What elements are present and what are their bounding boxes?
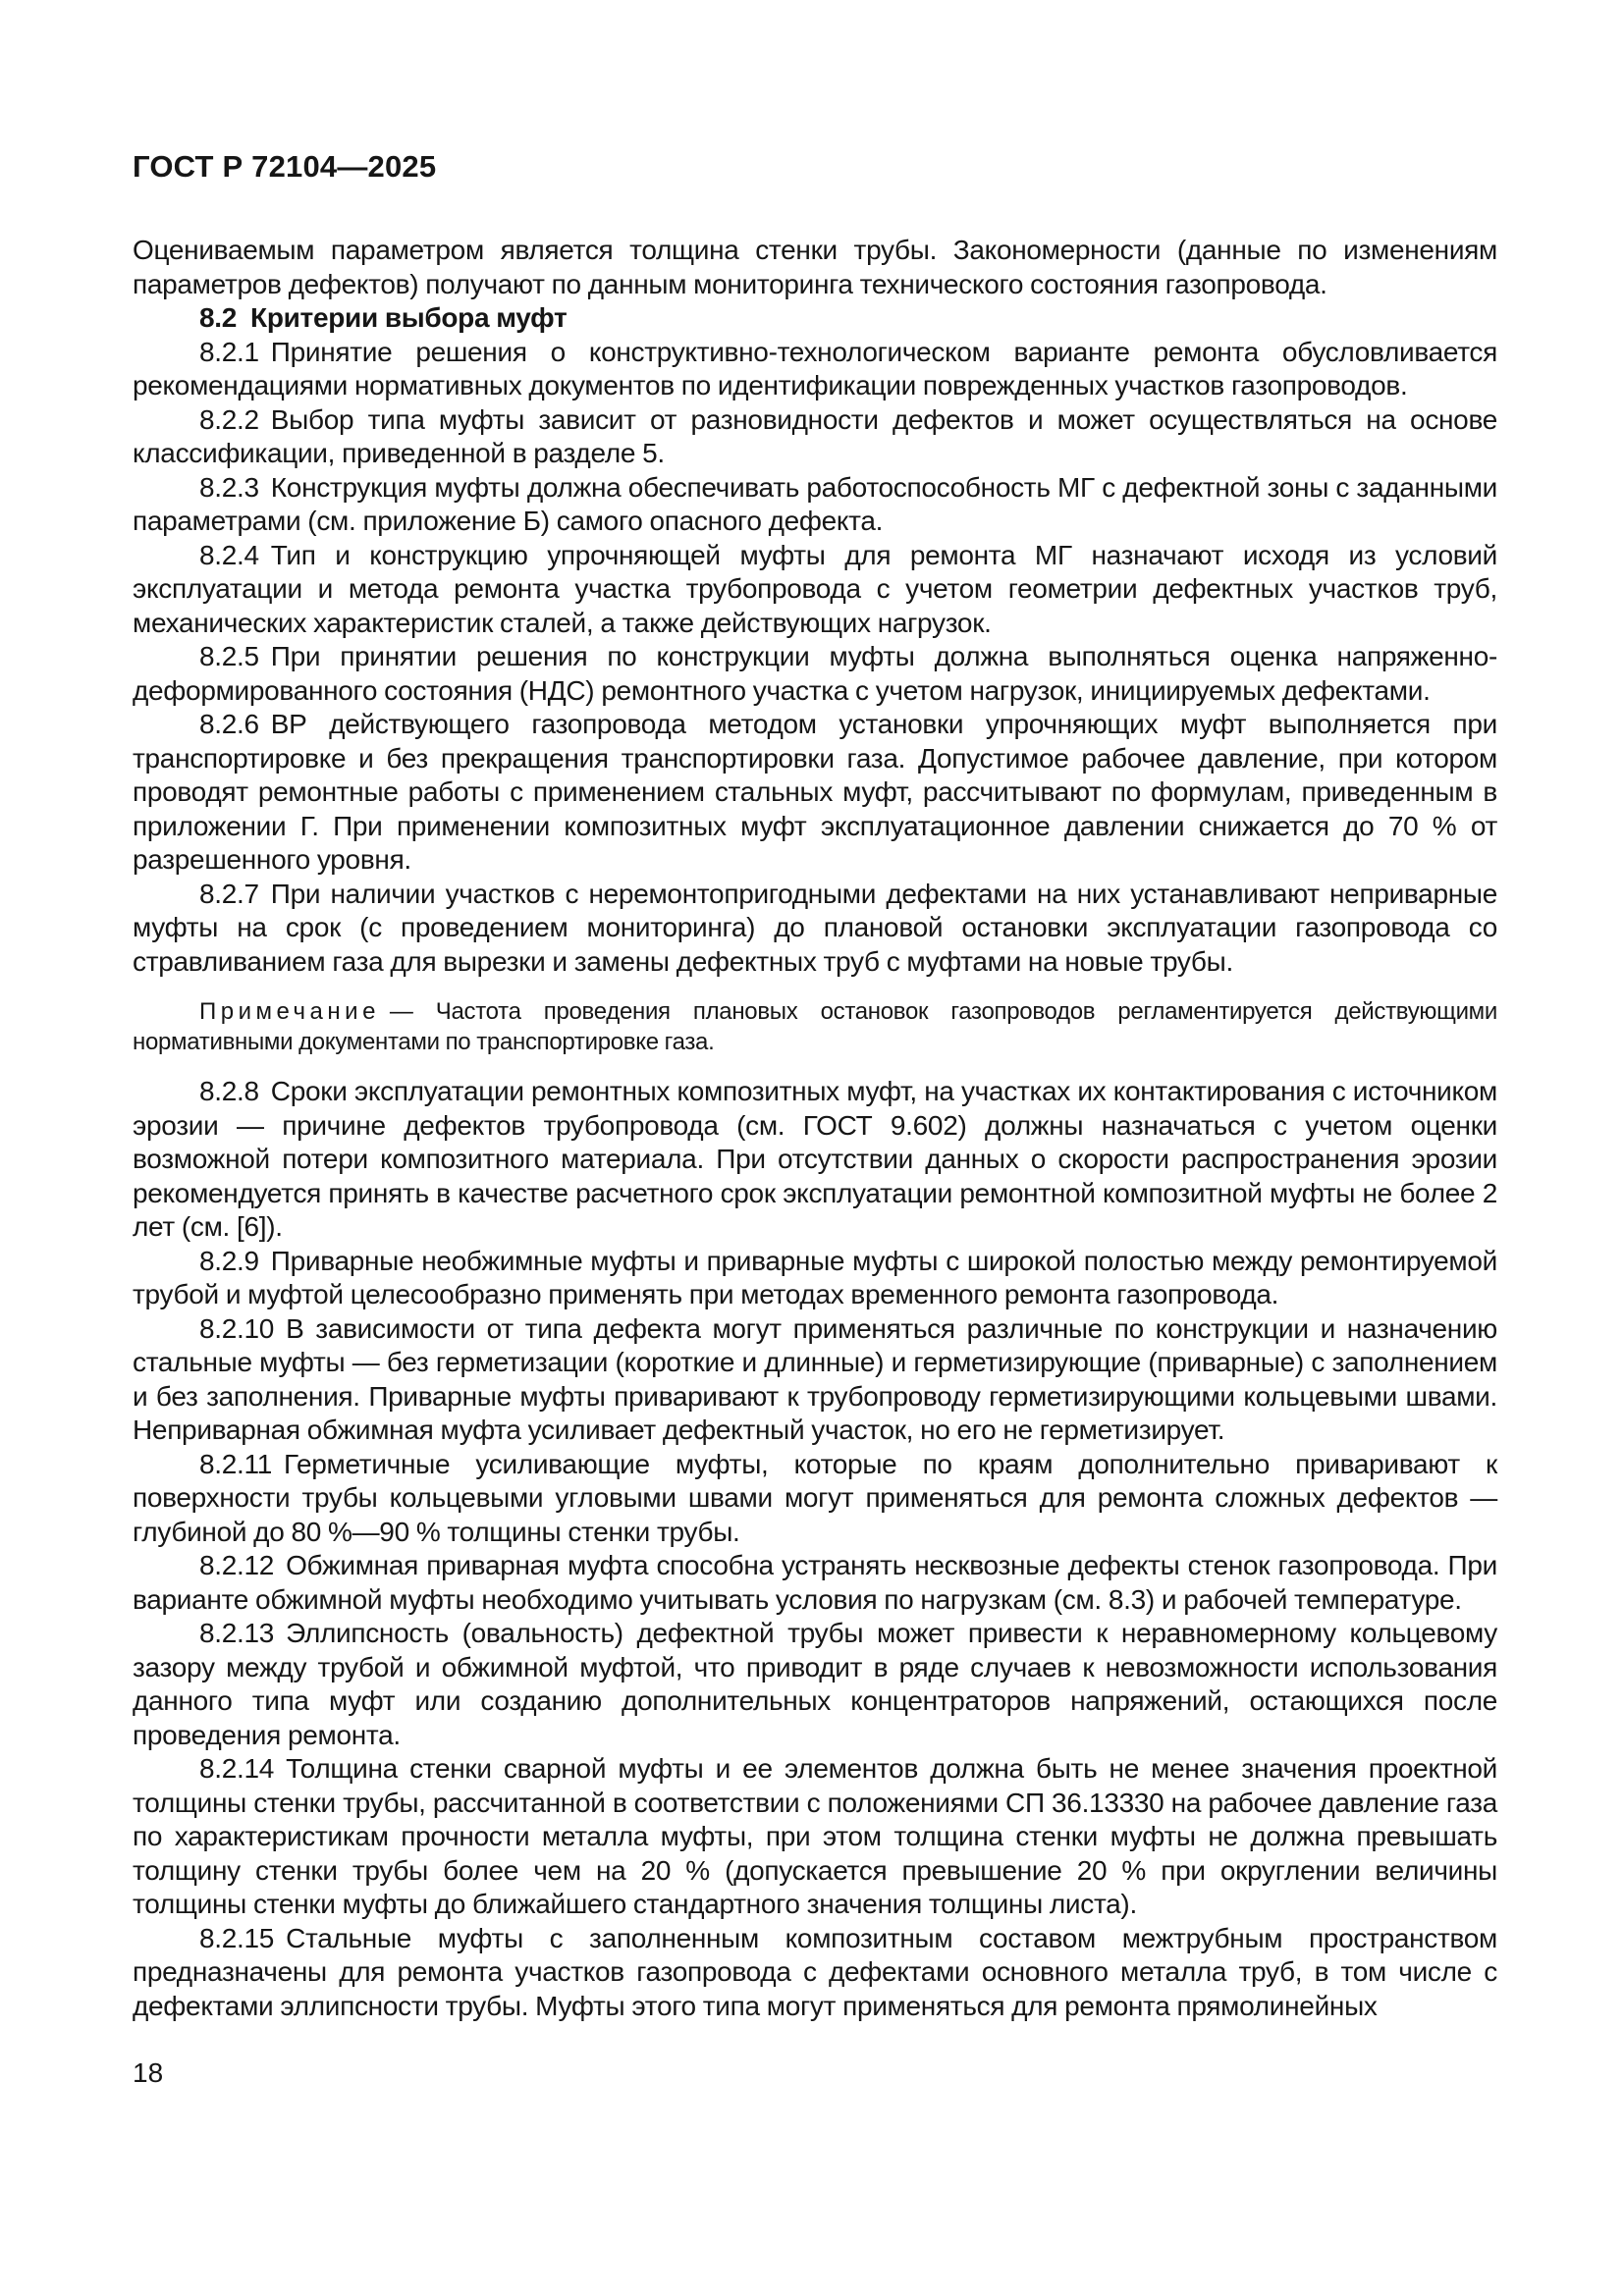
note-text: — Частота проведения плановых остановок газопроводов регламентируется действующими нормативными документами по транспортировке газа. [133,998,1497,1055]
clause-number: 8.2.2 [199,403,259,435]
clause-text: Сроки эксплуатации ремонтных композитных муфт, на участках их контактирования с источником эрозии — причине дефектов трубопровода (см. ГОСТ 9.602) должны назначаться с учетом оценки возможной потери композитного материала. При отсутствии данных о скорости распространения эрозии рекомендуется принять в качестве расчетного срок эксплуатации ремонтной композитной муфты не более 2 лет (см. [6]). [133,1076,1497,1242]
clause-text: Эллипсность (овальность) дефектной трубы может привести к неравномерному кольцевому зазору между трубой и обжимной муфтой, что приводит в ряде случаев к невозможности использования данного типа муфт или созданию дополнительных концентраторов напряжений, остающихся после проведения ремонта. [133,1618,1497,1750]
section-title: Критерии выбора муфт [250,302,568,333]
section-heading [133,301,1497,336]
document-body [133,234,1497,2023]
clause-number: 8.2.10 [199,1312,275,1344]
section-number: 8.2 [199,302,238,333]
clause-text: ВР действующего газопровода методом установки упрочняющих муфт выполняется при транспортировке и без прекращения транспортировки газа. Допустимое рабочее давление, при котором проводят ремонтные работы с применением стальных муфт, рассчитывают по формулам, приведенным в приложении Г. При применении композитных муфт эксплуатационное давлении снижается до 70 % от разрешенного уровня. [133,709,1497,875]
clause-8-2-6 [133,708,1497,878]
intro-paragraph: Оцениваемым параметром является толщина стенки трубы. Закономерности (данные по изменениям параметров дефектов) получают по данным мониторинга технического состояния газопровода. [133,235,1497,299]
clause-number: 8.2.9 [199,1245,259,1276]
standard-code-header: ГОСТ Р 72104—2025 [133,149,437,184]
clause-number: 8.2.12 [199,1550,275,1580]
note-block [133,996,1497,1057]
note-label: Примечание [199,998,380,1025]
clause-text: Толщина стенки сварной муфты и ее элементов должна быть не менее значения проектной толщины стенки трубы, рассчитанной в соответствии с положениями СП 36.13330 на рабочее давление газа по характеристикам прочности металла муфты, при этом толщина стенки муфты не должна превышать толщину стенки трубы более чем на 20 % (допускается превышение 20 % при округлении величины толщины стенки муфты до ближайшего стандартного значения толщины листа). [133,1753,1497,1919]
clause-8-2-13 [133,1617,1497,1752]
clause-text: При наличии участков с неремонтопригодными дефектами на них устанавливают неприварные муфты на срок (с проведением мониторинга) до плановой остановки эксплуатации газопровода со стравливанием газа для вырезки и замены дефектных труб с муфтами на новые трубы. [133,878,1497,977]
clause-8-2-5 [133,640,1497,708]
clause-8-2-1 [133,336,1497,403]
clause-number: 8.2.5 [199,641,259,671]
clause-number: 8.2.4 [199,539,259,570]
clause-8-2-4 [133,539,1497,641]
clause-8-2-3 [133,471,1497,539]
clause-8-2-7 [133,878,1497,980]
clause-8-2-15 [133,1922,1497,2024]
clause-number: 8.2.11 [199,1448,272,1479]
clause-number: 8.2.8 [199,1076,259,1106]
page-number: 18 [133,2057,164,2088]
clause-8-2-11 [133,1448,1497,1550]
clause-text: Конструкция муфты должна обеспечивать работоспособность МГ с дефектной зоны с заданными параметрами (см. приложение Б) самого опасного дефекта. [133,471,1497,536]
clause-number: 8.2.7 [199,878,259,909]
clause-number: 8.2.13 [199,1618,275,1648]
clause-text: Принятие решения о конструктивно-технологическом варианте ремонта обусловливается рекомендациями нормативных документов по идентификации поврежденных участков газопроводов. [133,336,1497,400]
clause-number: 8.2.6 [199,709,259,739]
clause-text: Выбор типа муфты зависит от разновидности дефектов и может осуществляться на основе классификации, приведенной в разделе 5. [133,403,1497,468]
clause-8-2-2 [133,403,1497,471]
clause-8-2-14 [133,1752,1497,1922]
clause-text: Тип и конструкцию упрочняющей муфты для ремонта МГ назначают исходя из условий эксплуатации и метода ремонта участка трубопровода с учетом геометрии дефектных участков труб, механических характеристик сталей, а также действующих нагрузок. [133,539,1497,638]
clause-8-2-9 [133,1245,1497,1312]
clause-8-2-8 [133,1075,1497,1245]
clause-8-2-10 [133,1312,1497,1448]
clause-8-2-12 [133,1549,1497,1617]
clause-text: Герметичные усиливающие муфты, которые по краям дополнительно приваривают к поверхности трубы кольцевыми угловыми швами могут применяться для ремонта сложных дефектов — глубиной до 80 %—90 % толщины стенки трубы. [133,1448,1497,1547]
clause-text: Приварные необжимные муфты и приварные муфты с широкой полостью между ремонтируемой трубой и муфтой целесообразно применять при методах временного ремонта газопровода. [133,1245,1497,1309]
clause-number: 8.2.14 [199,1753,275,1784]
clause-number: 8.2.3 [199,471,259,503]
clause-number: 8.2.15 [199,1922,275,1953]
clause-number: 8.2.1 [199,336,259,367]
clause-text: Обжимная приварная муфта способна устранять несквозные дефекты стенок газопровода. При варианте обжимной муфты необходимо учитывать условия по нагрузкам (см. 8.3) и рабочей температуре. [133,1550,1497,1615]
clause-text: В зависимости от типа дефекта могут применяться различные по конструкции и назначению стальные муфты — без герметизации (короткие и длинные) и герметизирующие (приварные) с заполнением и без заполнения. Приварные муфты приваривают к трубопроводу герметизирующими кольцевыми швами. Неприварная обжимная муфта усиливает дефектный участок, но его не герметизирует. [133,1312,1497,1445]
clause-text: Стальные муфты с заполненным композитным составом межтрубным пространством предназначены для ремонта участков газопровода с дефектами основного металла труб, в том числе с дефектами эллипсности трубы. Муфты этого типа могут применяться для ремонта прямолинейных [133,1922,1497,2021]
clause-text: При принятии решения по конструкции муфты должна выполняться оценка напряженно-деформированного состояния (НДС) ремонтного участка с учетом нагрузок, инициируемых дефектами. [133,641,1497,706]
